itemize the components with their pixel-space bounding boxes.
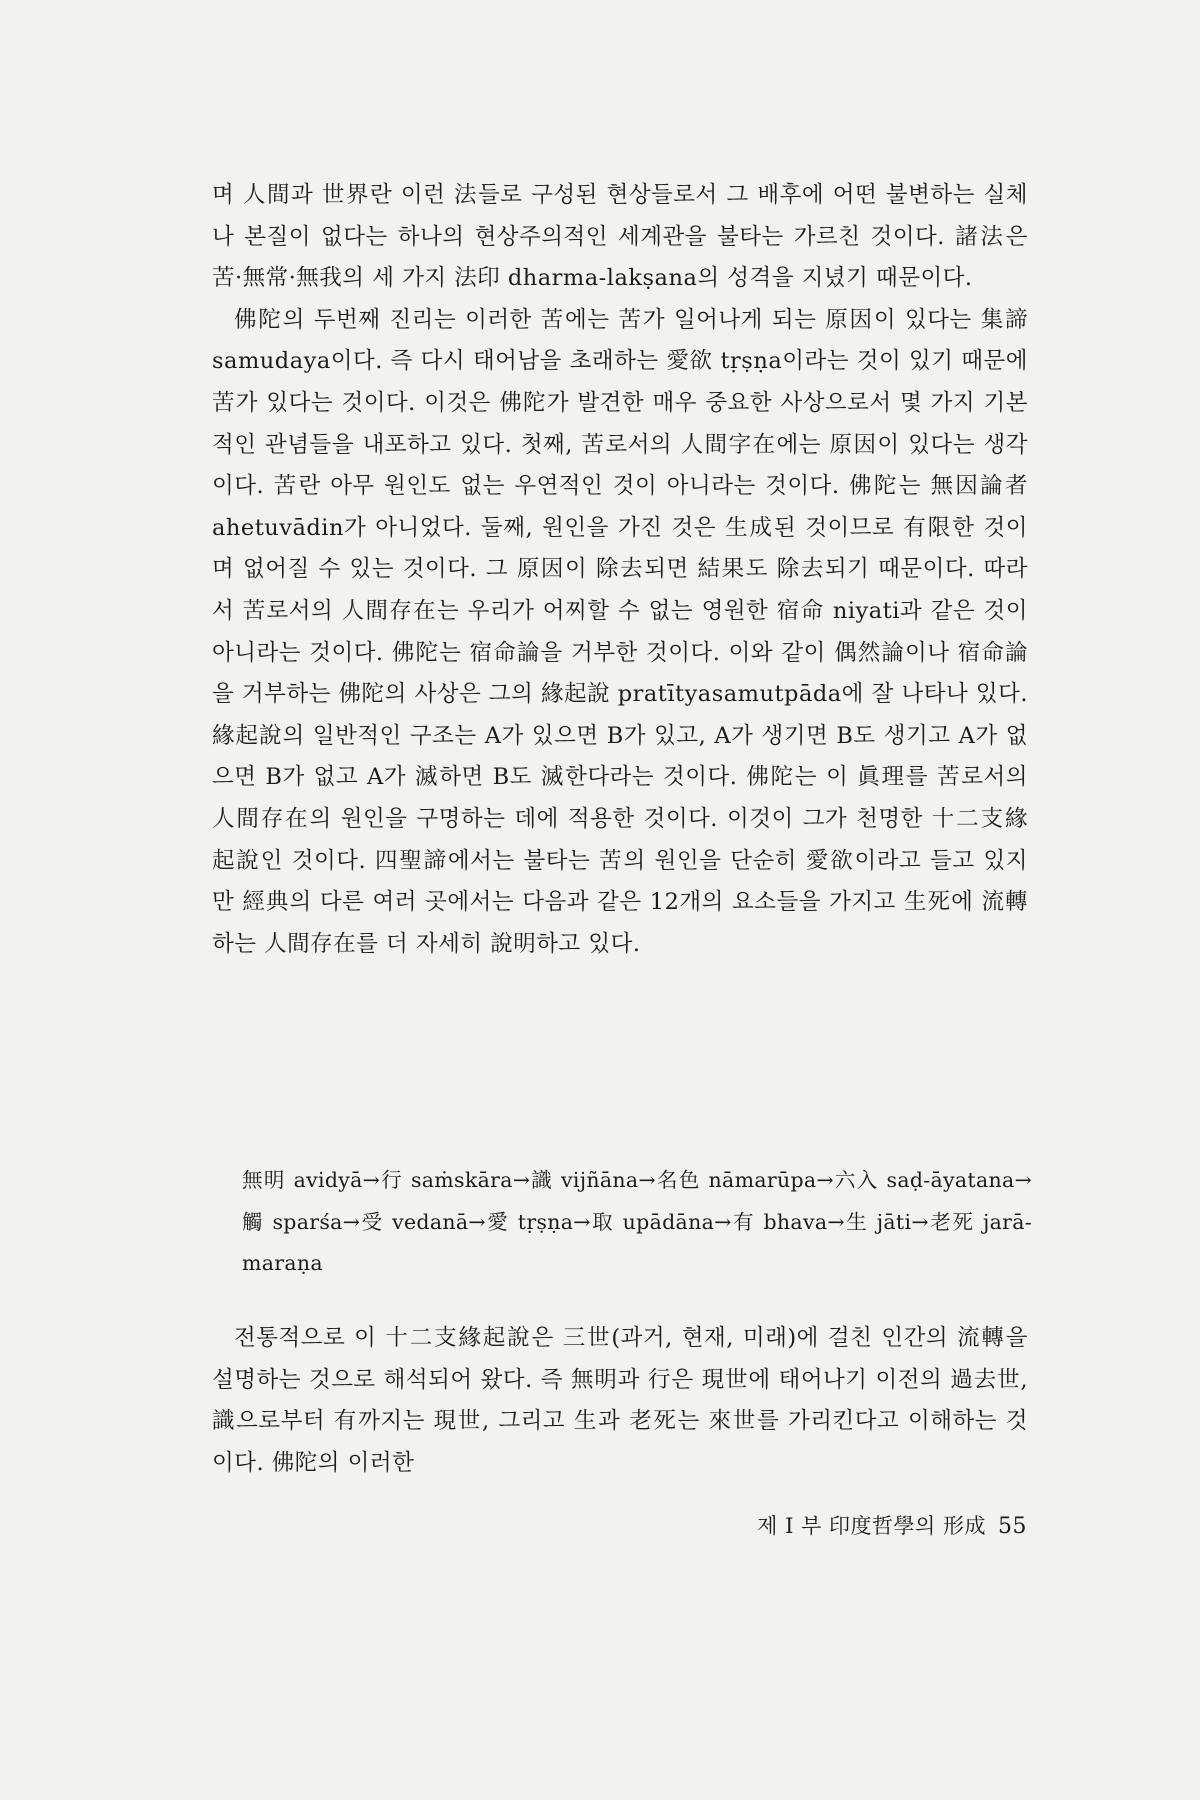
paragraph-three-lives-interpretation: 전통적으로 이 十二支緣起說은 三世(과거, 현재, 미래)에 걸친 인간의 流轉을 설명하는 것으로 해석되어 왔다. 즉 無明과 行은 現世에 태어나기 이전의 過去世, 識으로부터 有까지는 現世, 그리고 生과 老死는 來世를 가리킨다고 이해하는 것이다. 佛陀의 이러한 xyxy=(212,1325,1028,1476)
page-number: 55 xyxy=(998,1514,1027,1539)
running-head: 제 I 부 印度哲學의 形成 xyxy=(757,1514,986,1538)
twelve-links-chain: 無明 avidyā→行 saṁskāra→識 vijñāna→名色 nāmarūpa→六入 saḍ-āyatana→觸 sparśa→受 vedanā→愛 tṛṣṇa→取 upādāna→有 bhava→生 jāti→老死 jarā-maraṇa xyxy=(242,1168,1032,1275)
body-text-upper xyxy=(212,175,1028,965)
paragraph-dharma-marks: 며 人間과 世界란 이런 法들로 구성된 현상들로서 그 배후에 어떤 불변하는 실체나 본질이 없다는 하나의 현상주의적인 세계관을 불타는 가르친 것이다. 諸法은 苦·無常·無我의 세 가지 法印 dharma-lakṣana의 성격을 지녔기 때문이다. xyxy=(212,182,1028,292)
page-footer xyxy=(757,1510,1027,1540)
paragraph-second-noble-truth: 佛陀의 두번째 진리는 이러한 苦에는 苦가 일어나게 되는 原因이 있다는 集諦 samudaya이다. 즉 다시 태어남을 초래하는 愛欲 tṛṣṇa이라는 것이 있기 때문에 苦가 있다는 것이다. 이것은 佛陀가 발견한 매우 중요한 사상으로서 몇 가지 기본적인 관념들을 내포하고 있다. 첫째, 苦로서의 人間字在에는 原因이 있다는 생각이다. 苦란 아무 원인도 없는 우연적인 것이 아니라는 것이다. 佛陀는 無因論者 ahetuvādin가 아니었다. 둘째, 원인을 가진 것은 生成된 것이므로 有限한 것이며 없어질 수 있는 것이다. 그 原因이 除去되면 結果도 除去되기 때문이다. 따라서 苦로서의 人間存在는 우리가 어찌할 수 없는 영원한 宿命 niyati과 같은 것이 아니라는 것이다. 佛陀는 宿命論을 거부한 것이다. 이와 같이 偶然論이나 宿命論을 거부하는 佛陀의 사상은 그의 緣起說 pratītyasamutpāda에 잘 나타나 있다. 緣起說의 일반적인 구조는 A가 있으면 B가 있고, A가 생기면 B도 생기고 A가 없으면 B가 없고 A가 滅하면 B도 滅한다라는 것이다. 佛陀는 이 眞理를 苦로서의 人間存在의 원인을 구명하는 데에 적용한 것이다. 이것이 그가 천명한 十二支緣起說인 것이다. 四聖諦에서는 불타는 苦의 원인을 단순히 愛欲이라고 들고 있지만 經典의 다른 여러 곳에서는 다음과 같은 12개의 요소들을 가지고 生死에 流轉하는 人間存在를 더 자세히 說明하고 있다. xyxy=(212,306,1028,957)
body-text-lower xyxy=(212,1318,1028,1484)
